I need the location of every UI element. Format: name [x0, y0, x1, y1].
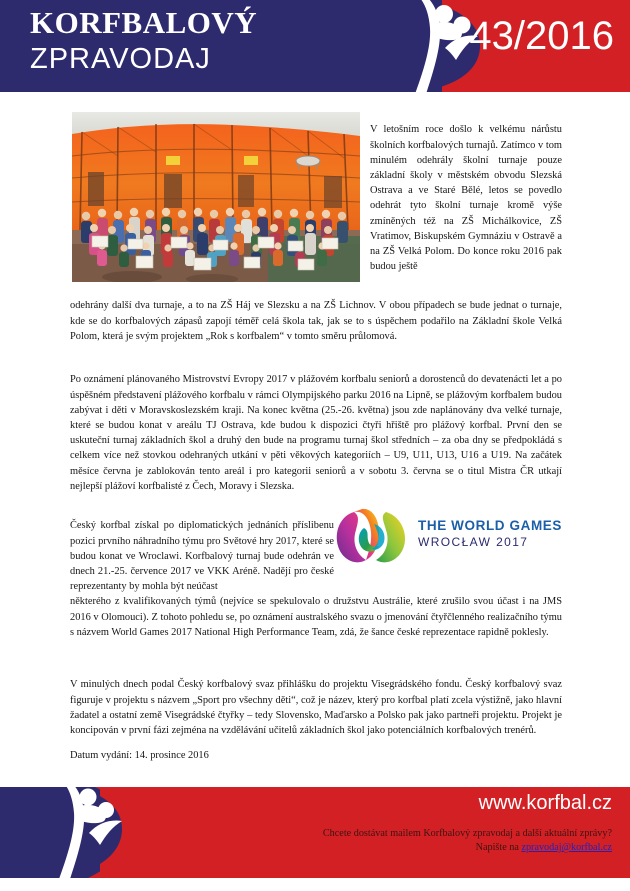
world-games-title: THE WORLD GAMES: [418, 518, 562, 533]
world-games-city-year: WROCŁAW 2017: [418, 534, 529, 549]
world-games-swirl-logo-icon: [334, 506, 408, 568]
footer-note-prefix: Napište na: [475, 842, 522, 853]
group-photo-image: [72, 112, 360, 282]
article-paragraph-4: V minulých dnech podal Český korfbalový svaz přihlášku do projektu Visegrádského fondu. Český korfbalový svaz figuruje v projektu s názvem „Sport pro všechny děti“, což je název, který pro korfbal platí zcela výstižně, jako hlavní žadatel a ostatní země Visegrádské čtyřky – tedy Slovensko, Maďarsko a Polsko pak jako partneři projektu. Projekt je koncipován v první fázi zejména na vzdělávání učitelů základních škol jako potenciálních korfbalových trenérů.: [70, 679, 562, 736]
article-paragraph-1-wrap: V letošním roce došlo k velkému nárůstu školních korfbalových turnajů. Zatímco v tom minulém odehrály školní turnaje pouze základní školy v městském obvodu Slezská Ostrava a ve Staré Bělé, letos se povedlo odehrát tyto školní turnaje kromě výše zmíněných též na ZŠ Michálkovice, ZŠ Vratimov, Biskupském Gymnáziu v Ostravě a na ZŠ Velká Polom. Do konce roku 2016 pak budou ještě: [370, 124, 562, 273]
footer-website-url[interactable]: www.korfbal.cz: [478, 792, 612, 814]
page-header: [0, 0, 630, 92]
article-paragraph-2: Po oznámení plánovaného Mistrovství Evropy 2017 v plážovém korfbalu seniorů a dorostenců do devatenácti let a po úspěšném představení plážového korfbalu v rámci Olympijského parku 2016 na Lipně, se plážovým korfbalem budou zabývat i děti v Moravskoslezském kraji. Na konec května (25.-26. května) jsou zde naplánovány dva velké turnaje, které se budou konat v areálu TJ Ostrava, kde budou k dispozici čtyři hřiště pro plážový korfbal. První den se uskuteční turnaj základních škol a druhý den bude na programu turnaj škol středních – za oba dny se předpokládá s celkem více než stovkou odehraných utkání v pěti věkových kategoriích – U9, U11, U13, U16 a U19. Na začátek měsíce června je zablokován tento areál i pro kategorii seniorů a v sobotu 3. června se o titul Mistra ČR utkají nejlepší plážoví korfbalisté z Čech, Moravy i Slezska.: [70, 374, 562, 492]
article-paragraph-3-rest: některého z kvalifikovaných týmů (nejvíce se spekulovalo o družstvu Austrálie, které zrušilo svou účast i na JMS 2016 v Olomouci). Z tohoto pohledu se, po oznámení australského svazu o jmenování čtyřčlenného realizačního týmu s názvem World Games 2017 National High Performance Team, zdá, že šance české reprezentace rapidně poklesly.: [70, 596, 562, 638]
world-games-logo: [334, 506, 564, 568]
korfball-player-logo-icon: [42, 787, 152, 878]
article-content: [0, 92, 630, 787]
footer-newsletter-note: [323, 827, 612, 855]
footer-note-line-1: Chcete dostávat mailem Korfbalový zpravodaj a další aktuální zprávy?: [322, 828, 612, 839]
publication-date: Datum vydání: 14. prosince 2016: [70, 750, 209, 761]
footer-email-link[interactable]: zpravodaj@korfbal.cz: [521, 842, 612, 853]
issue-number: 43/2016: [469, 14, 614, 58]
article-paragraph-3-left: Český korfbal získal po diplomatických jednáních příslibenu pozici prvního náhradního týmu pro Světové hry 2017, které se budou konat ve Wroclawi. Korfbalový turnaj bude odehrán ve dnech 21.-25. července 2017 ve VKK Aréně. Nadějí pro české reprezentanty by mohla být neúčast: [70, 520, 334, 593]
page-footer: [0, 787, 630, 878]
page-subtitle: ZPRAVODAJ: [30, 43, 211, 75]
page-title: KORFBALOVÝ: [30, 5, 258, 40]
article-paragraph-1-continue: odehrány další dva turnaje, a to na ZŠ Háj ve Slezsku a na ZŠ Lichnov. V obou případech se bude jednat o turnaje, kde se do korfbalových zápasů zapojí téměř celá škola tak, jak se to s úspěchem podařilo na Základní škole Velká Polom, která je svým projektem „Rok s korfbalem“ v tomto směru průlomová.: [70, 300, 562, 342]
footer-note-line-2: [323, 841, 612, 855]
world-games-wordmark: [418, 518, 562, 550]
